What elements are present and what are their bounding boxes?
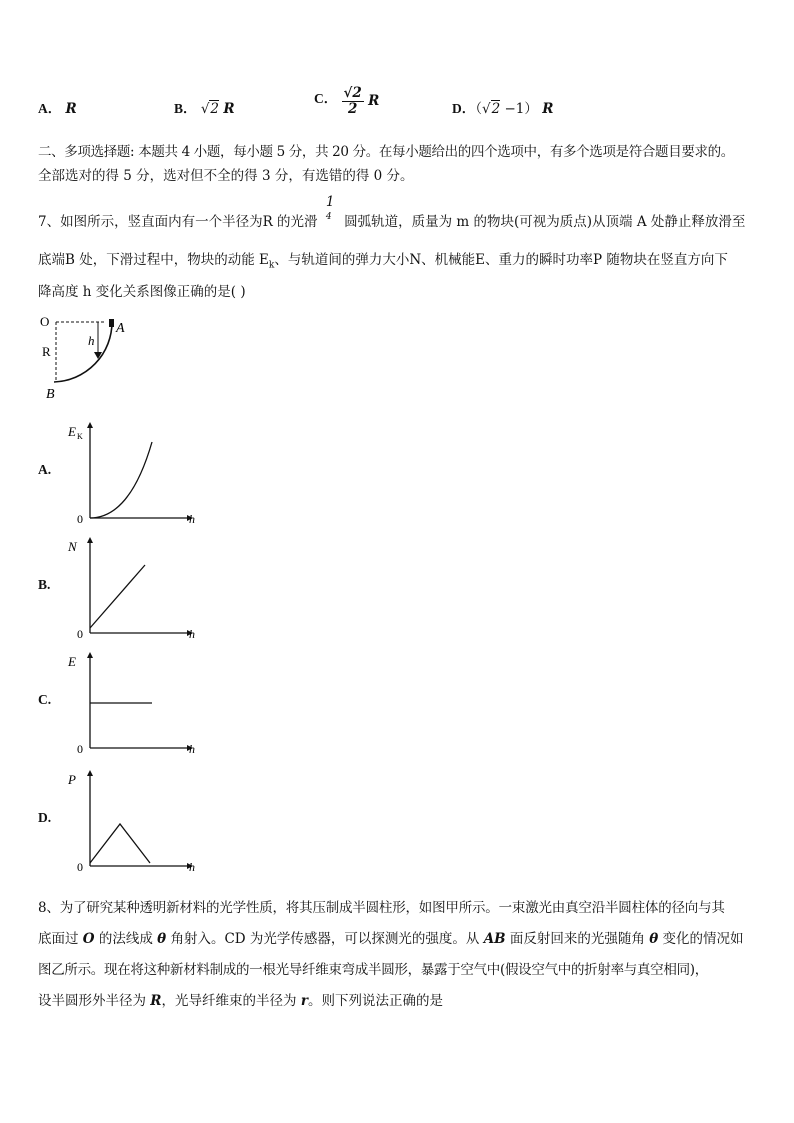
section-2-line2: 全部选对的得 5 分，选对但不全的得 3 分，有选错的得 0 分。 xyxy=(38,168,414,184)
graph-curve-triangle xyxy=(90,824,150,863)
q8-line3: 图乙所示。现在将这种新材料制成的一根光导纤维束弯成半圆形，暴露于空气中(假设空气中的折射率与真空相同)， xyxy=(38,962,708,978)
option-value: R xyxy=(65,101,77,117)
graph-option-label[interactable]: A. xyxy=(38,462,52,477)
q8-line1: 8、为了研究某种透明新材料的光学性质，将其压制成半圆柱形，如图甲所示。一束激光由真空沿半圆柱体的径向与其 xyxy=(38,900,725,916)
label-B: B xyxy=(46,387,55,402)
q6-option-c[interactable] xyxy=(314,86,379,117)
graph-curve-parabola xyxy=(90,442,152,518)
y-axis-label: P xyxy=(68,772,76,787)
graph-option-label[interactable]: B. xyxy=(38,577,51,592)
sqrt-sign: √ xyxy=(482,101,491,117)
q8-text: 的法线成 xyxy=(94,931,158,947)
q6-option-d[interactable] xyxy=(452,97,553,117)
y-axis-label: E xyxy=(68,424,76,439)
track-figure xyxy=(36,312,146,402)
option-unit: R xyxy=(223,101,235,117)
x-axis-label: h xyxy=(189,742,195,756)
q8-text: 。则下列说法正确的是 xyxy=(307,993,443,1009)
paren-open: （ xyxy=(475,101,482,117)
q7-line1 xyxy=(38,194,746,230)
symbol-O: O xyxy=(82,931,95,947)
x-axis-label: h xyxy=(189,860,195,874)
fraction-denominator: 2 xyxy=(347,101,358,117)
y-axis-arrow xyxy=(87,422,93,428)
option-letter: D． xyxy=(452,101,476,116)
q8-text: 设半圆形外半径为 xyxy=(38,993,151,1009)
q8-text: 角射入。CD 为光学传感器，可以探测光的强度。从 xyxy=(166,931,484,947)
label-A: A xyxy=(116,321,125,336)
graph-option-c[interactable] xyxy=(62,650,202,760)
graph-option-a[interactable] xyxy=(62,420,202,530)
ek-subscript: k xyxy=(268,260,275,271)
origin-label: 0 xyxy=(77,512,83,526)
graph-curve-linear xyxy=(90,565,145,628)
q6-option-a[interactable] xyxy=(38,97,77,117)
label-R: R xyxy=(42,344,51,359)
x-axis-label: h xyxy=(189,512,195,526)
option-unit: R xyxy=(542,101,554,117)
y-axis-arrow xyxy=(87,652,93,658)
symbol-R: R xyxy=(150,993,162,1009)
label-h: h xyxy=(88,333,95,348)
q8-text xyxy=(38,893,758,1017)
q7-line3: 降高度 h 变化关系图像正确的是( ) xyxy=(38,284,246,300)
minus-one: −1） xyxy=(504,101,538,117)
option-letter: C． xyxy=(314,91,338,106)
sqrt-radicand: 2 xyxy=(210,101,220,117)
quarter-fraction xyxy=(322,194,340,226)
symbol-r: r xyxy=(300,993,308,1009)
q7-text-part2: 圆弧轨道，质量为 m 的物块(可视为质点)从顶端 A 处静止释放滑至 xyxy=(344,214,746,230)
origin-label: 0 xyxy=(77,627,83,641)
y-axis-arrow xyxy=(87,537,93,543)
q7-line2 xyxy=(38,248,728,271)
symbol-theta: θ xyxy=(649,931,659,947)
label-O: O xyxy=(40,314,50,329)
graph-option-b[interactable] xyxy=(62,535,202,645)
y-axis-label-subscript: K xyxy=(77,432,83,441)
option-unit: R xyxy=(368,93,380,109)
section-2-line1: 二、多项选择题: 本题共 4 小题，每小题 5 分，共 20 分。在每小题给出的四个选项中，有多个选项是符合题目要求的。 xyxy=(38,144,734,160)
fraction-denominator: 4 xyxy=(325,212,332,222)
option-letter: A． xyxy=(38,101,62,116)
symbol-AB: AB xyxy=(483,931,506,947)
block-marker xyxy=(109,319,114,327)
q8-text: ，光导纤维束的半径为 xyxy=(161,993,301,1009)
q8-text: 变化的情况如 xyxy=(658,931,744,947)
q8-text: 底面过 xyxy=(38,931,83,947)
q8-line2 xyxy=(38,924,758,955)
y-axis-label: N xyxy=(68,539,77,554)
y-axis-label: E xyxy=(68,654,76,669)
q8-line4 xyxy=(38,986,758,1017)
q7-text-line2-rest: 、与轨道间的弹力大小N、机械能E、重力的瞬时功率P 随物块在竖直方向下 xyxy=(274,252,728,268)
x-axis-label: h xyxy=(189,627,195,641)
q7-text-line2: 底端B 处，下滑过程中，物块的动能 E xyxy=(38,252,269,268)
quarter-arc-track xyxy=(54,322,112,382)
fraction xyxy=(342,86,364,117)
graph-option-label[interactable]: C. xyxy=(38,692,52,707)
q8-text: 面反射回来的光强随角 xyxy=(505,931,650,947)
q7-text-part1: 7、如图所示，竖直面内有一个半径为R 的光滑 xyxy=(38,214,318,230)
option-letter: B． xyxy=(174,101,197,116)
y-axis-arrow xyxy=(87,770,93,776)
sqrt-sign: √ xyxy=(200,101,210,117)
fraction-numerator: 1 xyxy=(325,194,335,210)
section-2-instructions xyxy=(38,140,758,188)
symbol-theta: θ xyxy=(157,931,167,947)
fraction-numerator: √2 xyxy=(343,85,362,101)
origin-label: 0 xyxy=(77,742,83,756)
origin-label: 0 xyxy=(77,860,83,874)
sqrt-radicand: 2 xyxy=(491,101,501,117)
q6-option-b[interactable] xyxy=(174,97,235,117)
graph-option-label[interactable]: D. xyxy=(38,810,52,825)
graph-option-d[interactable] xyxy=(62,768,202,878)
